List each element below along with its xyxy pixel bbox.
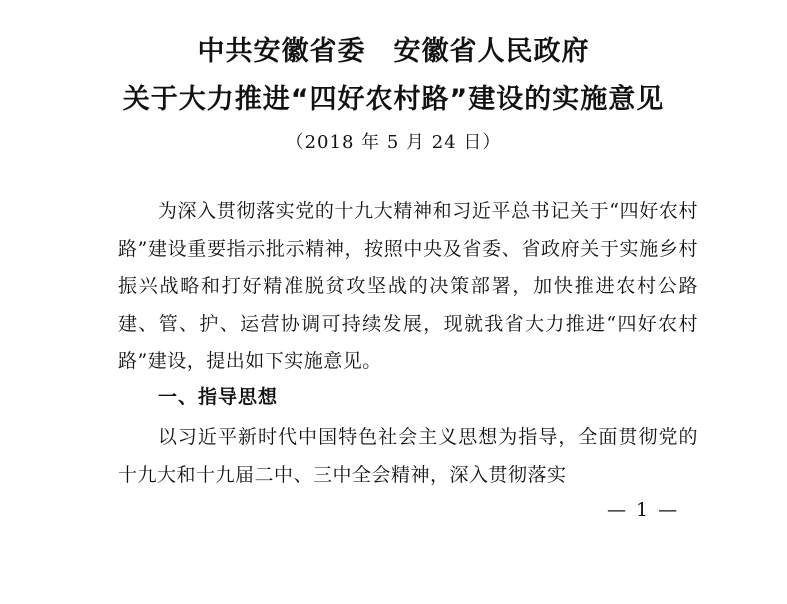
document-title-issuers: 中共安徽省委 安徽省人民政府 [197,36,590,67]
section-heading-guiding-ideology: 一、指导思想 [158,386,279,408]
document-date: （2018 年 5 月 24 日） [285,132,502,153]
document-title-subject: 关于大力推进“四好农村路”建设的实施意见 [122,84,665,115]
section-paragraph-guiding-ideology: 以习近平新时代中国特色社会主义思想为指导，全面贯彻党的十九大和十九届二中、三中全会精神，深入贯彻落实 [118,426,698,486]
page-number: — 1 — [607,499,680,521]
intro-paragraph: 为深入贯彻落实党的十九大精神和习近平总书记关于“四好农村路”建设重要指示批示精神，按照中央及省委、省政府关于实施乡村振兴战略和打好精准脱贫攻坚战的决策部署，加快推进农村公路建、管、护、运营协调可持续发展，现就我省大力推进“四好农村路”建设，提出如下实施意见。 [118,200,698,373]
